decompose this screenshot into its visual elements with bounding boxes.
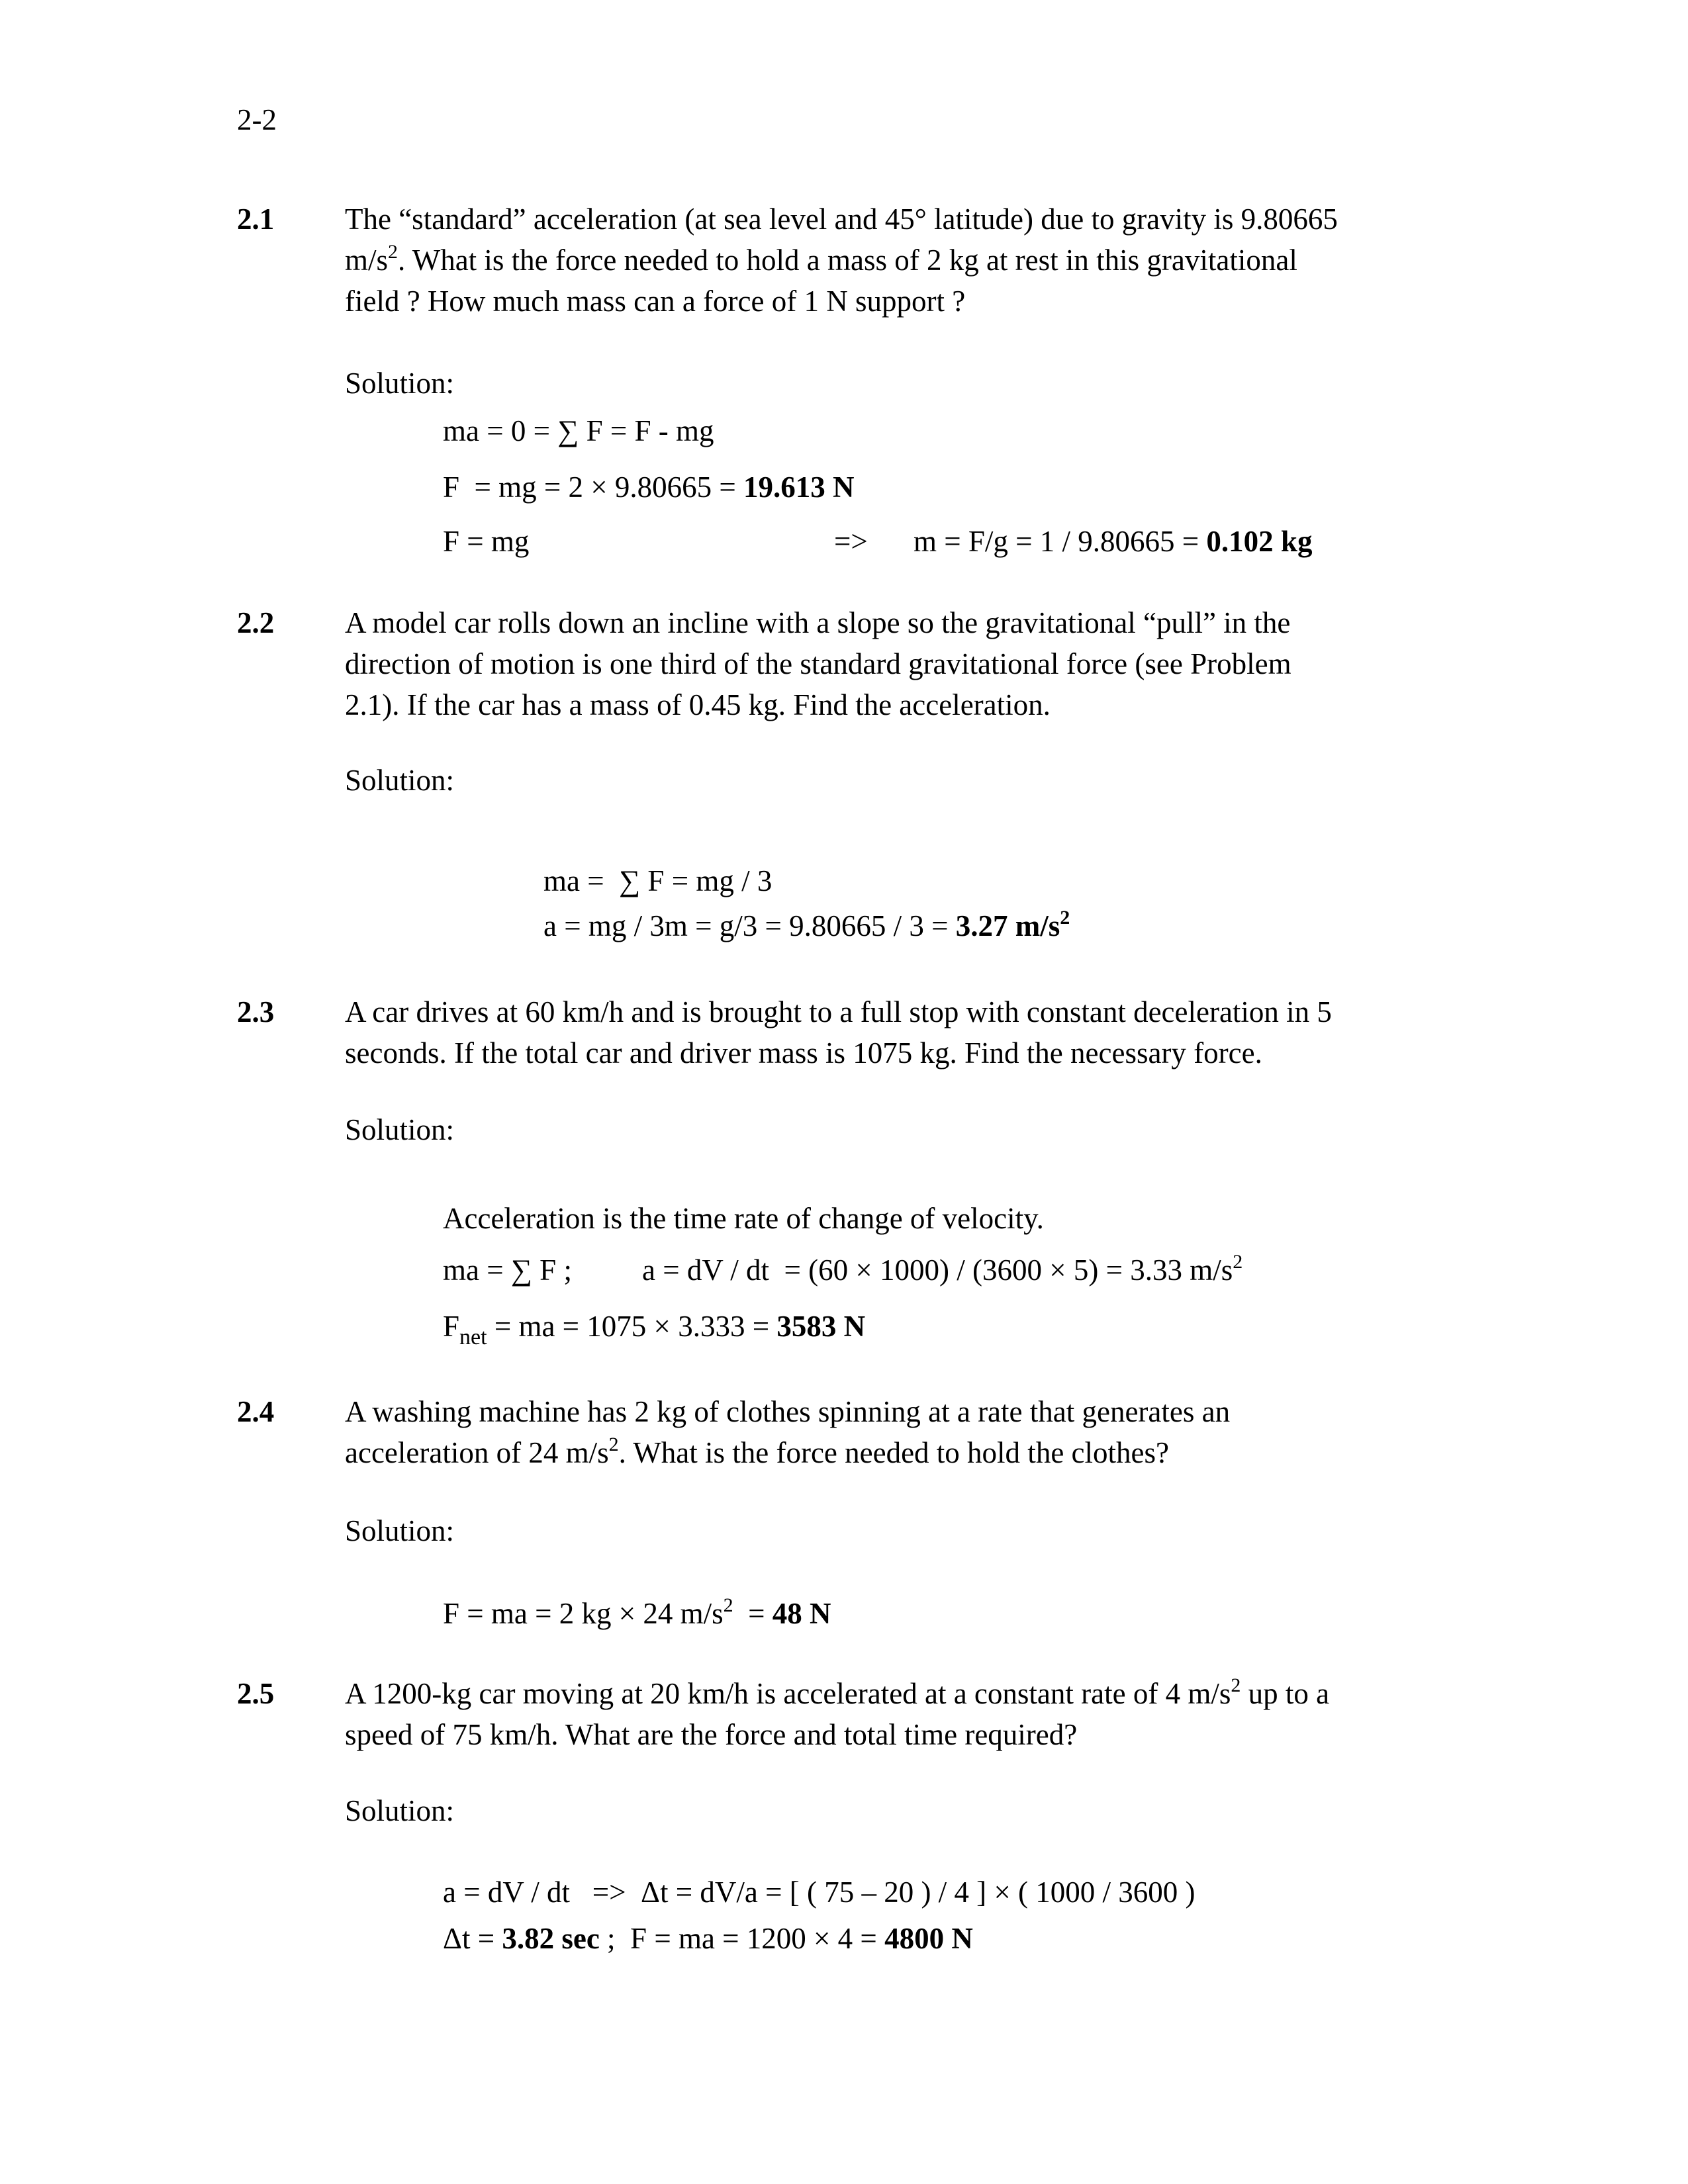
problem-statement [345,1391,1497,1473]
problem-statement [345,199,1497,322]
statement-line: A car drives at 60 km/h and is brought to a full stop with constant deceleration in 5 [345,995,1332,1028]
equation: ma = ∑ F ; [443,1253,572,1287]
equation: F = mg [443,525,530,558]
statement-line: The “standard” acceleration (at sea level and 45° latitude) due to gravity is 9.80665 [345,203,1338,236]
equation: ma = ∑ F = mg / 3 [543,864,773,897]
equation: F = ma = 2 kg × 24 $m/s^2 = 48$ N [443,1594,831,1630]
equation: a = dV / dt = (60 × 1000) / (3600 × 5) = 3.33 $m/s^2$ [642,1251,1243,1287]
equation: a = dV / dt => Δt = dV/a = [ ( 75 – 20 ) / 4 ] × ( 1000 / 3600 ) [443,1876,1196,1909]
page-number: 2-2 [237,103,277,136]
problem-statement [345,1673,1497,1755]
statement-line: seconds. If the total car and driver mass is 1075 kg. Find the necessary force. [345,1036,1262,1069]
equation: ma = 0 = ∑ F = F - mg [443,414,714,447]
solution-label: Solution: [345,1113,455,1146]
equation-arrow: => [834,525,868,558]
statement-line: direction of motion is one third of the standard gravitational force (see Problem [345,647,1291,680]
problem-statement [345,991,1497,1073]
equation: $F_{net}$ = ma = 1075 × 3.333 = 3583 N [443,1310,866,1349]
statement-line: A 1200-kg car moving at 20 km/h is accelerated at a constant rate of 4 $m/s^2$ up to a [345,1674,1330,1710]
problem-number: 2.4 [237,1395,275,1428]
statement-line: speed of 75 km/h. What are the force and total time required? [345,1718,1078,1751]
equation: Δt = 3.82 sec ; F = ma = 1200 × 4 = 4800 N [443,1922,973,1955]
statement-line: acceleration of 24 $m/s^2$. What is the force needed to hold the clothes? [345,1433,1169,1469]
statement-line: field ? How much mass can a force of 1 N support ? [345,285,966,318]
equation: m = F/g = 1 / 9.80665 = 0.102 kg [914,525,1313,558]
statement-line: 2.1). If the car has a mass of 0.45 kg. Find the acceleration. [345,688,1051,721]
solution-label: Solution: [345,1794,455,1827]
problem-statement [345,602,1497,725]
statement-line: A model car rolls down an incline with a slope so the gravitational “pull” in the [345,606,1291,639]
problem-number: 2.5 [237,1677,275,1710]
problem-number: 2.3 [237,995,275,1028]
solution-label: Solution: [345,764,455,797]
problem-number: 2.2 [237,606,275,639]
solution-label: Solution: [345,1514,455,1547]
statement-line: $m/s^2$. What is the force needed to hold a mass of 2 kg at rest in this gravitational [345,241,1297,277]
equation: Acceleration is the time rate of change of velocity. [443,1202,1044,1235]
equation: a = mg / 3m = g/3 = 9.80665 / 3 = 3.27 $m/s^2$ [543,907,1070,942]
statement-line: A washing machine has 2 kg of clothes spinning at a rate that generates an [345,1395,1231,1428]
equation: F = mg = 2 × 9.80665 = 19.613 N [443,471,855,504]
problem-number: 2.1 [237,203,275,236]
solution-label: Solution: [345,367,455,400]
